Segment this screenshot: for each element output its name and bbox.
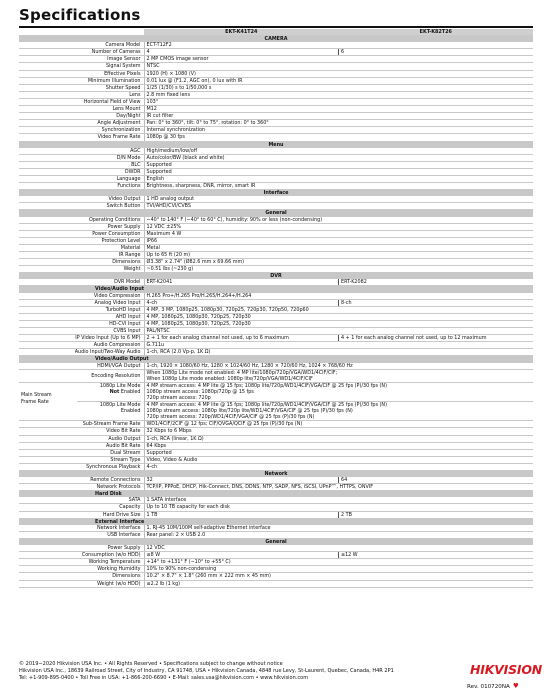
spec-row: [19, 363, 533, 370]
spec-value-line: 1080p stream access: 1080p lite/720p lite/WD1/4CIF/VGA/CIF @ 25 fps (P)/30 fps (N): [146, 408, 353, 415]
spec-value-line: 720p stream access: 720p: [146, 394, 211, 401]
spec-row: [19, 223, 533, 230]
title-divider: [19, 26, 533, 28]
spec-value: 2.8 mm fixed lens: [144, 91, 533, 98]
spec-label: Angle Adjustment: [19, 120, 144, 127]
spec-label: Video Frame Rate: [19, 134, 144, 141]
spec-label: Audio Output: [19, 435, 144, 442]
spec-row: [19, 299, 533, 306]
spec-row: [19, 175, 533, 182]
spec-value: PAL/NTSC: [144, 328, 533, 335]
spec-value: Auto/color/BW (black and white): [144, 154, 533, 161]
spec-label: Switch Button: [19, 203, 144, 210]
spec-row: [19, 63, 533, 70]
section-header: [19, 273, 533, 280]
spec-value: 4: [144, 49, 339, 56]
spec-label: Stream Type: [19, 456, 144, 463]
spec-row: [19, 484, 533, 491]
section-header: [19, 286, 533, 293]
spec-row: [19, 320, 533, 327]
spec-label: Audio Compression: [19, 342, 144, 349]
spec-row: [19, 148, 533, 155]
spec-value: 1 TB: [144, 511, 339, 518]
spec-value: 32 Kbps to 6 Mbps: [144, 428, 533, 435]
footer: [19, 661, 394, 683]
section-title: Menu: [19, 141, 533, 148]
spec-label: Minimum Illumination: [19, 77, 144, 84]
spec-label: Audio Input/Two-Way Audio: [19, 349, 144, 356]
spec-row: [19, 98, 533, 105]
spec-row: [19, 369, 533, 382]
spec-value-line: 4 MP stream access: 4 MP lite @ 15 fps; 1080p lite/720p/WD1/4CIF/VGA/CIF @ 25 fps (P)/30 fps (N): [146, 402, 387, 409]
spec-value: 0.01 lux @ (F1.2, AGC on), 0 lux with IR: [144, 77, 533, 84]
section-title: Network: [19, 471, 533, 478]
spec-value: −40° to 140° F (−40° to 60° C), humidity: 90% or less (non-condensing): [144, 217, 533, 224]
spec-value: 2 MP CMOS image sensor: [144, 56, 533, 63]
spec-row: [19, 106, 533, 113]
spec-value: Supported: [144, 161, 533, 168]
spec-row: [19, 183, 533, 190]
spec-table: [19, 29, 533, 588]
spec-value-alt: 2 TB: [339, 511, 534, 518]
spec-row: [19, 552, 533, 559]
spec-value: ECT-T12F2: [144, 42, 533, 49]
spec-label: Effective Pixels: [19, 70, 144, 77]
spec-value: English: [144, 175, 533, 182]
spec-value: WD1/4CIF/2CIF @ 12 fps; CIF/QVGA/QCIF @ 25 fps (P)/30 fps (N): [144, 421, 533, 428]
spec-label: Analog Video Input: [19, 299, 144, 306]
spec-value: TVI/AHD/CVI/CVBS: [144, 203, 533, 210]
spec-label: Lens Mount: [19, 106, 144, 113]
spec-row: [19, 328, 533, 335]
spec-row: [19, 428, 533, 435]
spec-row: [19, 49, 533, 56]
spec-row: [19, 230, 533, 237]
spec-row: [19, 127, 533, 134]
spec-label: Encoding Resolution: [19, 369, 144, 382]
spec-row: [19, 113, 533, 120]
spec-value: 10% to 90% non-condensing: [144, 566, 533, 573]
spec-row: [19, 134, 533, 141]
section-title: External Interface: [19, 518, 533, 525]
spec-value: Video, Video & Audio: [144, 456, 533, 463]
spec-label: USB Interface: [19, 531, 144, 538]
spec-label: AGC: [19, 148, 144, 155]
spec-value: [144, 369, 533, 382]
spec-value-alt: 4 + 1 for each analog channel not used, up to 12 maximum: [339, 335, 534, 342]
spec-value: Up to 65 ft (20 m): [144, 252, 533, 259]
spec-value-line: 4 MP stream access: 4 MP lite @ 15 fps; 1080p lite/720p/WD1/4CIF/VGA/CIF @ 25 fps (P)/30 fps (N): [146, 382, 387, 389]
spec-label: Protection Level: [19, 237, 144, 244]
spec-row: [19, 84, 533, 91]
spec-label: D/N Mode: [19, 154, 144, 161]
model-name: EKT-K41T24: [144, 29, 339, 36]
spec-row: [19, 335, 533, 342]
spec-row: [19, 559, 533, 566]
spec-row: [19, 525, 533, 532]
section-title: CAMERA: [19, 36, 533, 43]
spec-row: [19, 70, 533, 77]
spec-value: 4 MP, 3 MP, 1080p25, 1080p30, 720p25, 720p30, 720p50, 720p60: [144, 306, 533, 313]
spec-row: [19, 120, 533, 127]
spec-label: TurboHD Input: [19, 306, 144, 313]
spec-value: NTSC: [144, 63, 533, 70]
spec-label: Sub-Stream Frame Rate: [19, 421, 144, 428]
spec-value: 1920 (H) × 1080 (V): [144, 70, 533, 77]
spec-row: [19, 511, 533, 518]
contact-line: Tel: +1-909-895-0400 • Toll Free in USA: +1-866-200-6690 • E-Mail: sales.usa@hikvision.com • www.hikvision.com: [19, 675, 309, 682]
spec-label: Working Humidity: [19, 566, 144, 573]
spec-label: Operating Conditions: [19, 217, 144, 224]
spec-label: AHD Input: [19, 313, 144, 320]
spec-label: Dimensions: [19, 259, 144, 266]
spec-value: ≤2.2 lb (1 kg): [144, 580, 533, 587]
spec-value: +14° to +131° F (−10° to +55° C): [144, 559, 533, 566]
spec-label: IP Video Input (Up to 6 MP): [19, 335, 144, 342]
spec-value: 2 + 1 for each analog channel not used, up to 6 maximum: [144, 335, 339, 342]
spec-row: [19, 342, 533, 349]
lite-mode-label: 1080p Lite Mode: [99, 402, 141, 409]
spec-value: [144, 382, 533, 421]
lite-mode-label: Enabled: [120, 408, 141, 415]
spec-row: [19, 477, 533, 484]
spec-value: Metal: [144, 244, 533, 251]
spec-label: Remote Connections: [19, 477, 144, 484]
spec-value: Pan: 0° to 360°, tilt: 0° to 75°, rotation: 0° to 360°: [144, 120, 533, 127]
spec-label: HDMI/VGA Output: [19, 363, 144, 370]
spec-value-alt: ERT-K2082: [339, 279, 534, 286]
spec-row: [19, 545, 533, 552]
spec-value: 4 MP, 1080p25, 1080p30, 720p25, 720p30: [144, 313, 533, 320]
spec-value: 32: [144, 477, 339, 484]
spec-label: [19, 382, 144, 421]
spec-value: 1 SATA interface: [144, 497, 533, 504]
section-header: [19, 356, 533, 363]
page-title: Specifications: [19, 6, 141, 24]
spec-row: [19, 293, 533, 300]
section-header: [19, 141, 533, 148]
section-header: [19, 190, 533, 197]
spec-label: Video Compression: [19, 293, 144, 300]
section-title: DVR: [19, 273, 533, 280]
spec-value: 1, RJ-45 10M/100M self-adaptive Ethernet interface: [144, 525, 533, 532]
spec-value: 4-ch: [144, 463, 533, 470]
spec-value: 1-ch, RCA (linear, 1K Ω): [144, 435, 533, 442]
spec-value: IP66: [144, 237, 533, 244]
spec-value: Up to 10 TB capacity for each disk: [144, 504, 533, 511]
spec-value: 1-ch, 1920 × 1080/60 Hz, 1280 × 1024/60 Hz, 1280 × 720/60 Hz, 1024 × 768/60 Hz: [144, 363, 533, 370]
spec-label: Video Bit Rate: [19, 428, 144, 435]
spec-value-line: When 1080p Lite mode not enabled: 4 MP lite/1080p/720p/VGA/WD1/4CIF/CIF;: [146, 369, 338, 376]
spec-label: DVR Model: [19, 279, 144, 286]
spec-value: Ø3.38" x 2.74" (Ø82.6 mm x 69.66 mm): [144, 259, 533, 266]
section-header: [19, 210, 533, 217]
spec-value: G.711u: [144, 342, 533, 349]
spec-label: Functions: [19, 183, 144, 190]
spec-label: Dual Stream: [19, 449, 144, 456]
address-line: Hikvision USA Inc., 18639 Railroad Street, City of Industry, CA 91748, USA • Hikvision Canada, 4848 rue Levy, St-Laurent, Quebec, Canada, H4R 2P1: [19, 668, 394, 675]
spec-row: [19, 306, 533, 313]
spec-row: [19, 217, 533, 224]
spec-value-line: 720p stream access: 720p/WD1/4CIF/VGA/CIF @ 25 fps (P)/30 fps (N): [146, 414, 315, 421]
spec-row: [19, 531, 533, 538]
spec-row: [19, 456, 533, 463]
spec-label: Synchronous Playback: [19, 463, 144, 470]
spec-row: [19, 382, 533, 421]
spec-row: [19, 77, 533, 84]
spec-value: H.265 Pro+/H.265 Pro/H.265/H.264+/H.264: [144, 293, 533, 300]
spec-label: Signal System: [19, 63, 144, 70]
spec-value: Supported: [144, 168, 533, 175]
spec-value: IR cut filter: [144, 113, 533, 120]
spec-value: 12 VDC: [144, 545, 533, 552]
spec-value: Supported: [144, 449, 533, 456]
spec-value: 64 Kbps: [144, 442, 533, 449]
spec-label: Power Supply: [19, 545, 144, 552]
section-header: [19, 471, 533, 478]
section-header: [19, 36, 533, 43]
spec-label: Hard Drive Size: [19, 511, 144, 518]
spec-row: [19, 497, 533, 504]
spec-label: Image Sensor: [19, 56, 144, 63]
main-stream-label-line: Frame Rate: [21, 398, 49, 405]
spec-label: Capacity: [19, 504, 144, 511]
model-header-spacer: [19, 29, 144, 36]
spec-label: BLC: [19, 161, 144, 168]
spec-row: [19, 435, 533, 442]
spec-value: TCP/IP, PPPoE, DHCP, Hik-Connect, DNS, DDNS, NTP, SADP, NFS, iSCSI, UPnP™, HTTPS, ONVIF: [144, 484, 533, 491]
spec-label: Language: [19, 175, 144, 182]
spec-label: HD-CVI Input: [19, 320, 144, 327]
spec-row: [19, 421, 533, 428]
section-title: Video/Audio Output: [19, 356, 533, 363]
spec-label: Dimensions: [19, 573, 144, 580]
copyright-line: © 2019−2020 Hikvision USA Inc. • All Rights Reserved • Specifications subject to change without notice: [19, 661, 283, 667]
spec-row: [19, 161, 533, 168]
spec-value-alt: ≤12 W: [339, 552, 534, 559]
spec-label: Camera Model: [19, 42, 144, 49]
lite-mode-label: 1080p Lite Mode: [99, 382, 141, 389]
spec-row: [19, 580, 533, 587]
spec-label: Lens: [19, 91, 144, 98]
spec-value-alt: 6: [339, 49, 534, 56]
section-header: [19, 491, 533, 498]
spec-label: Synchronization: [19, 127, 144, 134]
lite-mode-labels: [77, 383, 144, 414]
spec-row: [19, 244, 533, 251]
spec-row: [19, 313, 533, 320]
model-header-row: [19, 29, 533, 36]
spec-label: Network Interface: [19, 525, 144, 532]
spec-label: Video Output: [19, 196, 144, 203]
spec-row: [19, 566, 533, 573]
spec-value-line: 1080p stream access: 1080p/720p @ 15 fps: [146, 388, 254, 395]
spec-row: [19, 259, 533, 266]
spec-value: 1/25 (1/30) s to 1/50,000 s: [144, 84, 533, 91]
spec-value: Maximum 4 W: [144, 230, 533, 237]
spec-value: 103°: [144, 98, 533, 105]
spec-row: [19, 196, 533, 203]
spec-value: 1-ch, RCA (2.0 Vp-p, 1K Ω): [144, 349, 533, 356]
spec-row: [19, 279, 533, 286]
spec-value: Rear panel: 2 × USB 2.0: [144, 531, 533, 538]
spec-value: High/medium/low/off: [144, 148, 533, 155]
revision-label: Rev. 010720NA: [467, 684, 510, 690]
spec-value: 10.2" × 8.7" × 1.8" (260 mm × 222 mm × 45 mm): [144, 573, 533, 580]
spec-label: Number of Cameras: [19, 49, 144, 56]
spec-label: Network Protocols: [19, 484, 144, 491]
spec-row: [19, 154, 533, 161]
spec-row: [19, 91, 533, 98]
model-name: EKT-K82T26: [339, 29, 534, 36]
spec-value: ERT-K2041: [144, 279, 339, 286]
spec-label: Working Temperature: [19, 559, 144, 566]
spec-value-alt: 64: [339, 477, 534, 484]
spec-label: Audio Bit Rate: [19, 442, 144, 449]
spec-value: 1080p @ 30 fps: [144, 134, 533, 141]
lite-mode-label: [77, 389, 141, 395]
spec-label: Material: [19, 244, 144, 251]
section-title: Interface: [19, 190, 533, 197]
spec-label: Power Consumption: [19, 230, 144, 237]
spec-row: [19, 56, 533, 63]
spec-row: [19, 168, 533, 175]
spec-label: Weight: [19, 266, 144, 273]
spec-label: Consumption (w/o HDD): [19, 552, 144, 559]
spec-row: [19, 42, 533, 49]
spec-label: SATA: [19, 497, 144, 504]
spec-label: DWDR: [19, 168, 144, 175]
section-title: General: [19, 210, 533, 217]
spec-label: Horizontal Field of View: [19, 98, 144, 105]
section-title: General: [19, 538, 533, 545]
spec-value: 12 VDC ±25%: [144, 223, 533, 230]
spec-label: Weight (w/o HDD): [19, 580, 144, 587]
spec-row: [19, 573, 533, 580]
spec-row: [19, 463, 533, 470]
spec-value-line: When 1080p Lite mode enabled: 1080p lite/720p/VGA/WD1/4CIF/CIF: [146, 375, 313, 382]
main-stream-label: [19, 383, 77, 414]
spec-row: [19, 504, 533, 511]
spec-value-alt: 8-ch: [339, 299, 534, 306]
not-emphasis: Not: [109, 388, 120, 395]
spec-label: CVBS Input: [19, 328, 144, 335]
spec-value: 4 MP, 1080p25, 1080p30, 720p25, 720p30: [144, 320, 533, 327]
spec-row: [19, 252, 533, 259]
main-stream-label-line: Main Stream: [21, 392, 52, 399]
spec-row: [19, 442, 533, 449]
section-header: [19, 518, 533, 525]
spec-value: 4-ch: [144, 299, 339, 306]
spec-row: [19, 266, 533, 273]
spec-row: [19, 449, 533, 456]
spec-label: Power Supply: [19, 223, 144, 230]
spec-value: Brightness, sharpness, DNR, mirror, smart IR: [144, 183, 533, 190]
spec-row: [19, 203, 533, 210]
spec-label: Day/Night: [19, 113, 144, 120]
section-title: Video/Audio Input: [19, 286, 533, 293]
spec-row: [19, 237, 533, 244]
spec-value: Internal synchronization: [144, 127, 533, 134]
spec-row: [19, 349, 533, 356]
section-title: Hard Disk: [19, 491, 533, 498]
spec-value: ~0.51 lbs (~230 g): [144, 266, 533, 273]
spec-label: IR Range: [19, 252, 144, 259]
spec-value: M12: [144, 106, 533, 113]
section-header: [19, 538, 533, 545]
spec-value: ≤8 W: [144, 552, 339, 559]
spec-label: Shutter Speed: [19, 84, 144, 91]
heart-icon: ♥: [513, 682, 519, 690]
lite-mode-suffix: Enabled: [119, 388, 141, 395]
hikvision-logo: HIKVISION: [470, 662, 543, 677]
spec-value: 1 HD analog output: [144, 196, 533, 203]
